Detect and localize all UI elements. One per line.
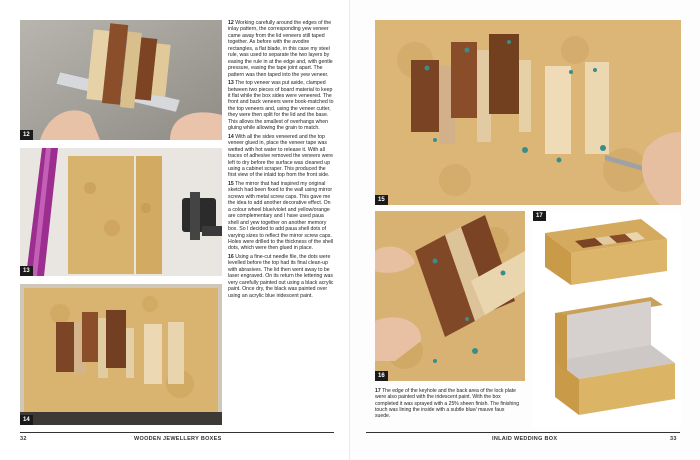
photo-label-13: 13 [20,266,33,276]
photo-12 [20,20,222,140]
photo-label-14: 14 [20,415,33,425]
photo-13 [20,148,222,276]
right-footer-rule [366,432,680,433]
photo-15 [375,20,681,205]
left-text-column [228,20,334,301]
photo-15-image [375,20,681,205]
caption-14: 14 With all the sides veneered and the top veneer glued in, place the veneer tape was wetted with hot water to release it. With all traces of adhesive removed the veneers were left to dry before the surface was cleaned up using a cabinet scraper. This produced the first view of the inlaid top from the front side. [228,133,333,179]
photo-17 [533,211,681,429]
left-page-number: 32 [20,436,27,442]
right-page [350,0,700,460]
caption-13: 13 The top veneer was put aside, clamped between two pieces of board material to keep it flat while the box sides were veneered. The front and back veneers were book-matched to the top veneers and, using the veneer cutter, they were then split for the lid and the base. This allows the smallest of overhangs when gluing while allowing the grain to match. [228,80,334,132]
photo-12-image [20,20,222,140]
photo-14-image [20,284,222,425]
left-running-head: WOODEN JEWELLERY BOXES [134,436,222,442]
right-page-number: 33 [670,436,677,442]
right-running-head: INLAID WEDDING BOX [492,436,558,442]
photo-label-17: 17 [533,211,546,221]
photo-label-16: 16 [375,371,388,381]
photo-16-image [375,211,525,381]
caption-12: 12 Working carefully around the edges of the inlay pattern, the corresponding yew veneer came away from the lid veneers still taped together. As before with the avodire rectangles, a flat blade, in this case my steel rule, was used to separate the two layers by easing the rule in at the edge and, with gentle pressure, easing the tape joint apart. The pattern was then taped into the yew veneer. [228,20,333,78]
caption-15: 15 The mirror that had inspired my original sketch had been fixed to the wall using mirror screws with metal screw caps. This gave me the idea to add another decorative effect. On a colour wheel blue/violet and yellow/orange are complementary and I have used paua shell and yew together on another memory box. So I decided to add paua shell dots of varying sizes to reflect the mirror screw caps. Holes were drilled to the thickness of the shell dots, which were then glued in place. [228,180,334,252]
left-footer-rule [20,432,334,433]
photo-14 [20,284,222,425]
photo-13-image [20,148,222,276]
photo-16 [375,211,525,381]
caption-16: 16 Using a fine-cut needle file, the dots were levelled before the top had its final clean-up with abrasives. The lid then went away to be laser engraved. On its return the lettering was very carefully painted out using a black acrylic paint. Once dry, the black was painted over using an acrylic blue iridescent paint. [228,253,334,299]
photo-17-image [533,211,681,429]
photo-label-12: 12 [20,130,33,140]
photo-label-15: 15 [375,195,388,205]
right-caption-17: 17 The edge of the keyhole and the back area of the lock plate were also painted with the iridescent paint. With the box completed it was sprayed with a 25% sheen finish. The finishing touch was lining the inside with a subtle blue/ mauve faux suede. [375,388,520,420]
